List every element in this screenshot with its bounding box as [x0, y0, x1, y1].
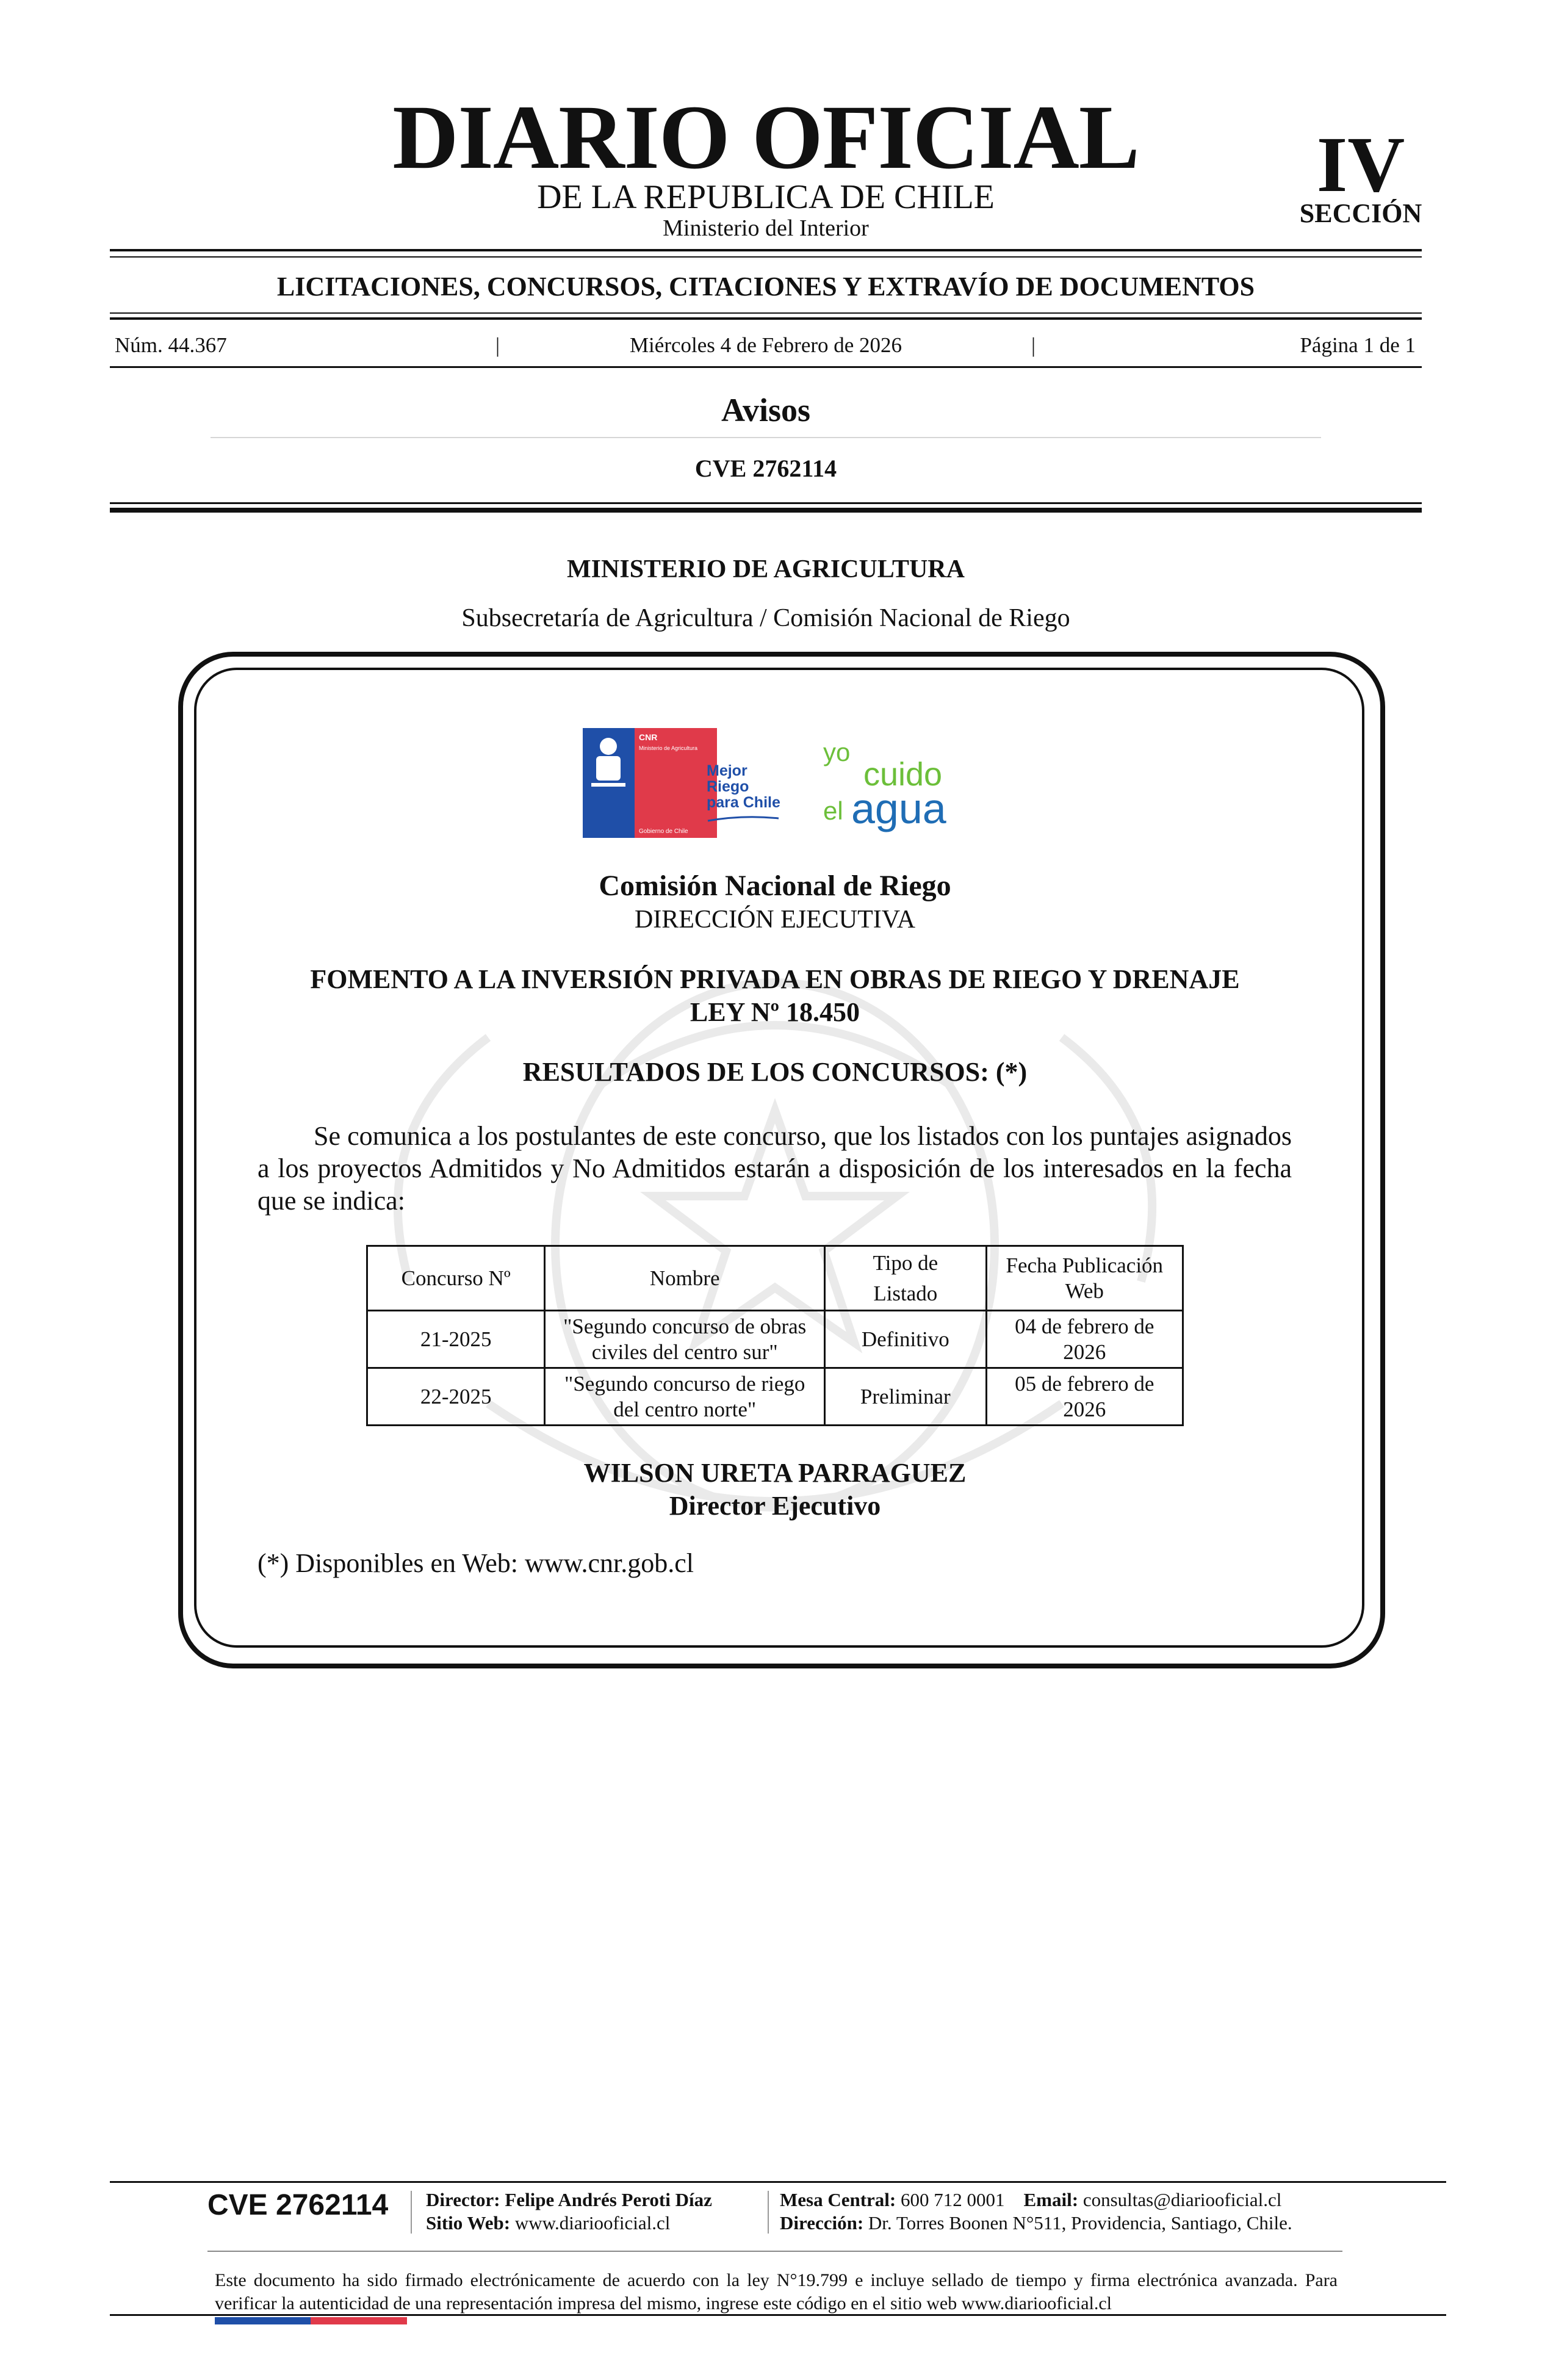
campaign-el: el: [823, 796, 843, 825]
program-title: FOMENTO A LA INVERSIÓN PRIVADA EN OBRAS DE RIEGO Y DRENAJE: [310, 964, 1240, 994]
footer-rule-bottom: [110, 2314, 1446, 2316]
masthead-rule-top-thin: [110, 256, 1422, 258]
masthead-rule-top: [110, 249, 1422, 251]
section-number: IV: [1316, 121, 1405, 209]
cell-fecha: [986, 1368, 1183, 1426]
cell-tipo: Definitivo: [825, 1311, 987, 1368]
section-label: SECCIÓN: [1299, 198, 1422, 228]
cell-fecha-line-1: 04 de febrero de: [1015, 1314, 1154, 1338]
footer-director-block: [426, 2188, 712, 2235]
cnr-logo-ministry: Ministerio de Agricultura: [639, 745, 698, 751]
issue-separator: |: [495, 333, 500, 357]
org-title: Comisión Nacional de Riego: [599, 870, 951, 902]
footer-director: Felipe Andrés Peroti Díaz: [505, 2189, 712, 2210]
cell-nombre-line-2: civiles del centro sur": [591, 1340, 778, 1364]
results-heading: RESULTADOS DE LOS CONCURSOS: (*): [522, 1057, 1028, 1087]
footer-mesa-label: Mesa Central:: [780, 2189, 896, 2210]
cnr-logo-gobierno: Gobierno de Chile: [639, 828, 688, 835]
slogan-swoosh-icon: [707, 815, 780, 823]
issue-date: Miércoles 4 de Febrero de 2026: [629, 333, 902, 357]
footer-address-label: Dirección:: [780, 2212, 864, 2234]
header-concurso: Concurso Nº: [367, 1246, 545, 1311]
footer-rule-mid: [207, 2251, 1342, 2252]
masthead-subtitle: DE LA REPUBLICA DE CHILE: [537, 178, 995, 216]
cve-rule-thick: [110, 508, 1422, 513]
footer-cve: CVE 2762114: [207, 2189, 389, 2221]
slogan-line-1: Mejor Riego: [707, 762, 749, 795]
cell-nombre: [545, 1368, 825, 1426]
issue-number: Núm. 44.367: [115, 333, 227, 357]
campaign-agua: agua: [851, 785, 946, 832]
cell-nombre-line-2: del centro norte": [613, 1397, 757, 1421]
signer-role: Director Ejecutivo: [669, 1491, 881, 1521]
notice-subsecretariat: Subsecretaría de Agricultura / Comisión Nacional de Riego: [461, 604, 1070, 632]
cell-concurso: 22-2025: [367, 1368, 545, 1426]
header-tipo-line-1: Tipo de: [873, 1250, 938, 1275]
category-rule: [110, 317, 1422, 320]
cell-fecha-line-1: 05 de febrero de: [1015, 1371, 1154, 1396]
footer-divider-1: [411, 2191, 412, 2234]
header-fecha-line-1: Fecha Publicación: [1006, 1253, 1164, 1277]
cve-rule-thin: [110, 502, 1422, 504]
footer-mesa: 600 712 0001: [901, 2189, 1005, 2210]
footer-divider-2: [768, 2191, 769, 2234]
header-fecha: [986, 1246, 1183, 1311]
campaign-yo: yo: [823, 738, 851, 766]
category-title: LICITACIONES, CONCURSOS, CITACIONES Y EXTRAVÍO DE DOCUMENTOS: [276, 272, 1255, 301]
cell-nombre: [545, 1311, 825, 1368]
footer-director-label: Director:: [426, 2189, 500, 2210]
masthead-ministry: Ministerio del Interior: [663, 215, 869, 241]
notice-paragraph: Se comunica a los postulantes de este concurso, que los listados con los puntajes asignados a los proyectos Admitidos y No Admitidos estarán a disposición de los interesados en la fecha que se indica:: [258, 1121, 1292, 1216]
issue-rule: [110, 366, 1422, 368]
notice-ministry: MINISTERIO DE AGRICULTURA: [567, 555, 965, 583]
footer-address: Dr. Torres Boonen N°511, Providencia, Santiago, Chile.: [868, 2212, 1292, 2234]
footer-web[interactable]: www.diariooficial.cl: [514, 2212, 671, 2234]
footer-rule-top: [110, 2181, 1446, 2183]
header-tipo: [825, 1246, 987, 1311]
avisos-divider: [211, 437, 1321, 438]
footer-legal-note: Este documento ha sido firmado electrónicamente de acuerdo con la ley N°19.799 e incluye sellado de tiempo y firma electrónica avanzada. Para verificar la autenticidad de una representación impresa del mismo, ingrese este código en el sitio web www.diariooficial.cl: [215, 2270, 1338, 2313]
campaign-cuido: cuido: [863, 756, 943, 793]
table-row: [367, 1368, 1183, 1426]
issue-separator-2: |: [1031, 333, 1036, 357]
results-table: [366, 1245, 1184, 1426]
footer-flag-red: [311, 2317, 407, 2324]
cell-nombre-line-1: "Segundo concurso de obras: [563, 1314, 807, 1338]
issue-page: Página 1 de 1: [1300, 333, 1416, 357]
header-nombre: Nombre: [545, 1246, 825, 1311]
cell-nombre-line-1: "Segundo concurso de riego: [564, 1371, 805, 1396]
cnr-logo-label: CNR: [639, 732, 658, 742]
cell-fecha: [986, 1311, 1183, 1368]
signer-name: WILSON URETA PARRAGUEZ: [583, 1458, 967, 1488]
cell-tipo: Preliminar: [825, 1368, 987, 1426]
cell-fecha-line-2: 2026: [1063, 1397, 1106, 1421]
cell-fecha-line-2: 2026: [1063, 1340, 1106, 1364]
org-direction: DIRECCIÓN EJECUTIVA: [634, 906, 916, 934]
notice-cve: CVE 2762114: [694, 455, 837, 482]
program-law: LEY Nº 18.450: [690, 997, 860, 1027]
footer-email[interactable]: consultas@diariooficial.cl: [1082, 2189, 1282, 2210]
header-fecha-line-2: Web: [1065, 1278, 1104, 1303]
footer-flag-blue: [215, 2317, 311, 2324]
masthead-title: DIARIO OFICIAL: [392, 87, 1139, 188]
slogan-line-2: para Chile: [707, 794, 780, 811]
cell-concurso: 21-2025: [367, 1311, 545, 1368]
category-rule-thin: [110, 312, 1422, 314]
slogan-logo: [707, 763, 792, 826]
notice-type: Avisos: [721, 392, 811, 428]
footer-email-label: Email:: [1023, 2189, 1079, 2210]
yo-cuido-el-agua-logo: [821, 735, 967, 833]
table-header-row: [367, 1246, 1183, 1311]
footer-web-label: Sitio Web:: [426, 2212, 511, 2234]
cnr-gobierno-logo: [583, 728, 717, 838]
header-tipo-line-2: Listado: [873, 1281, 938, 1305]
availability-footnote: (*) Disponibles en Web: www.cnr.gob.cl: [258, 1548, 694, 1578]
table-row: [367, 1311, 1183, 1368]
footer-contact-block: [780, 2188, 1292, 2235]
